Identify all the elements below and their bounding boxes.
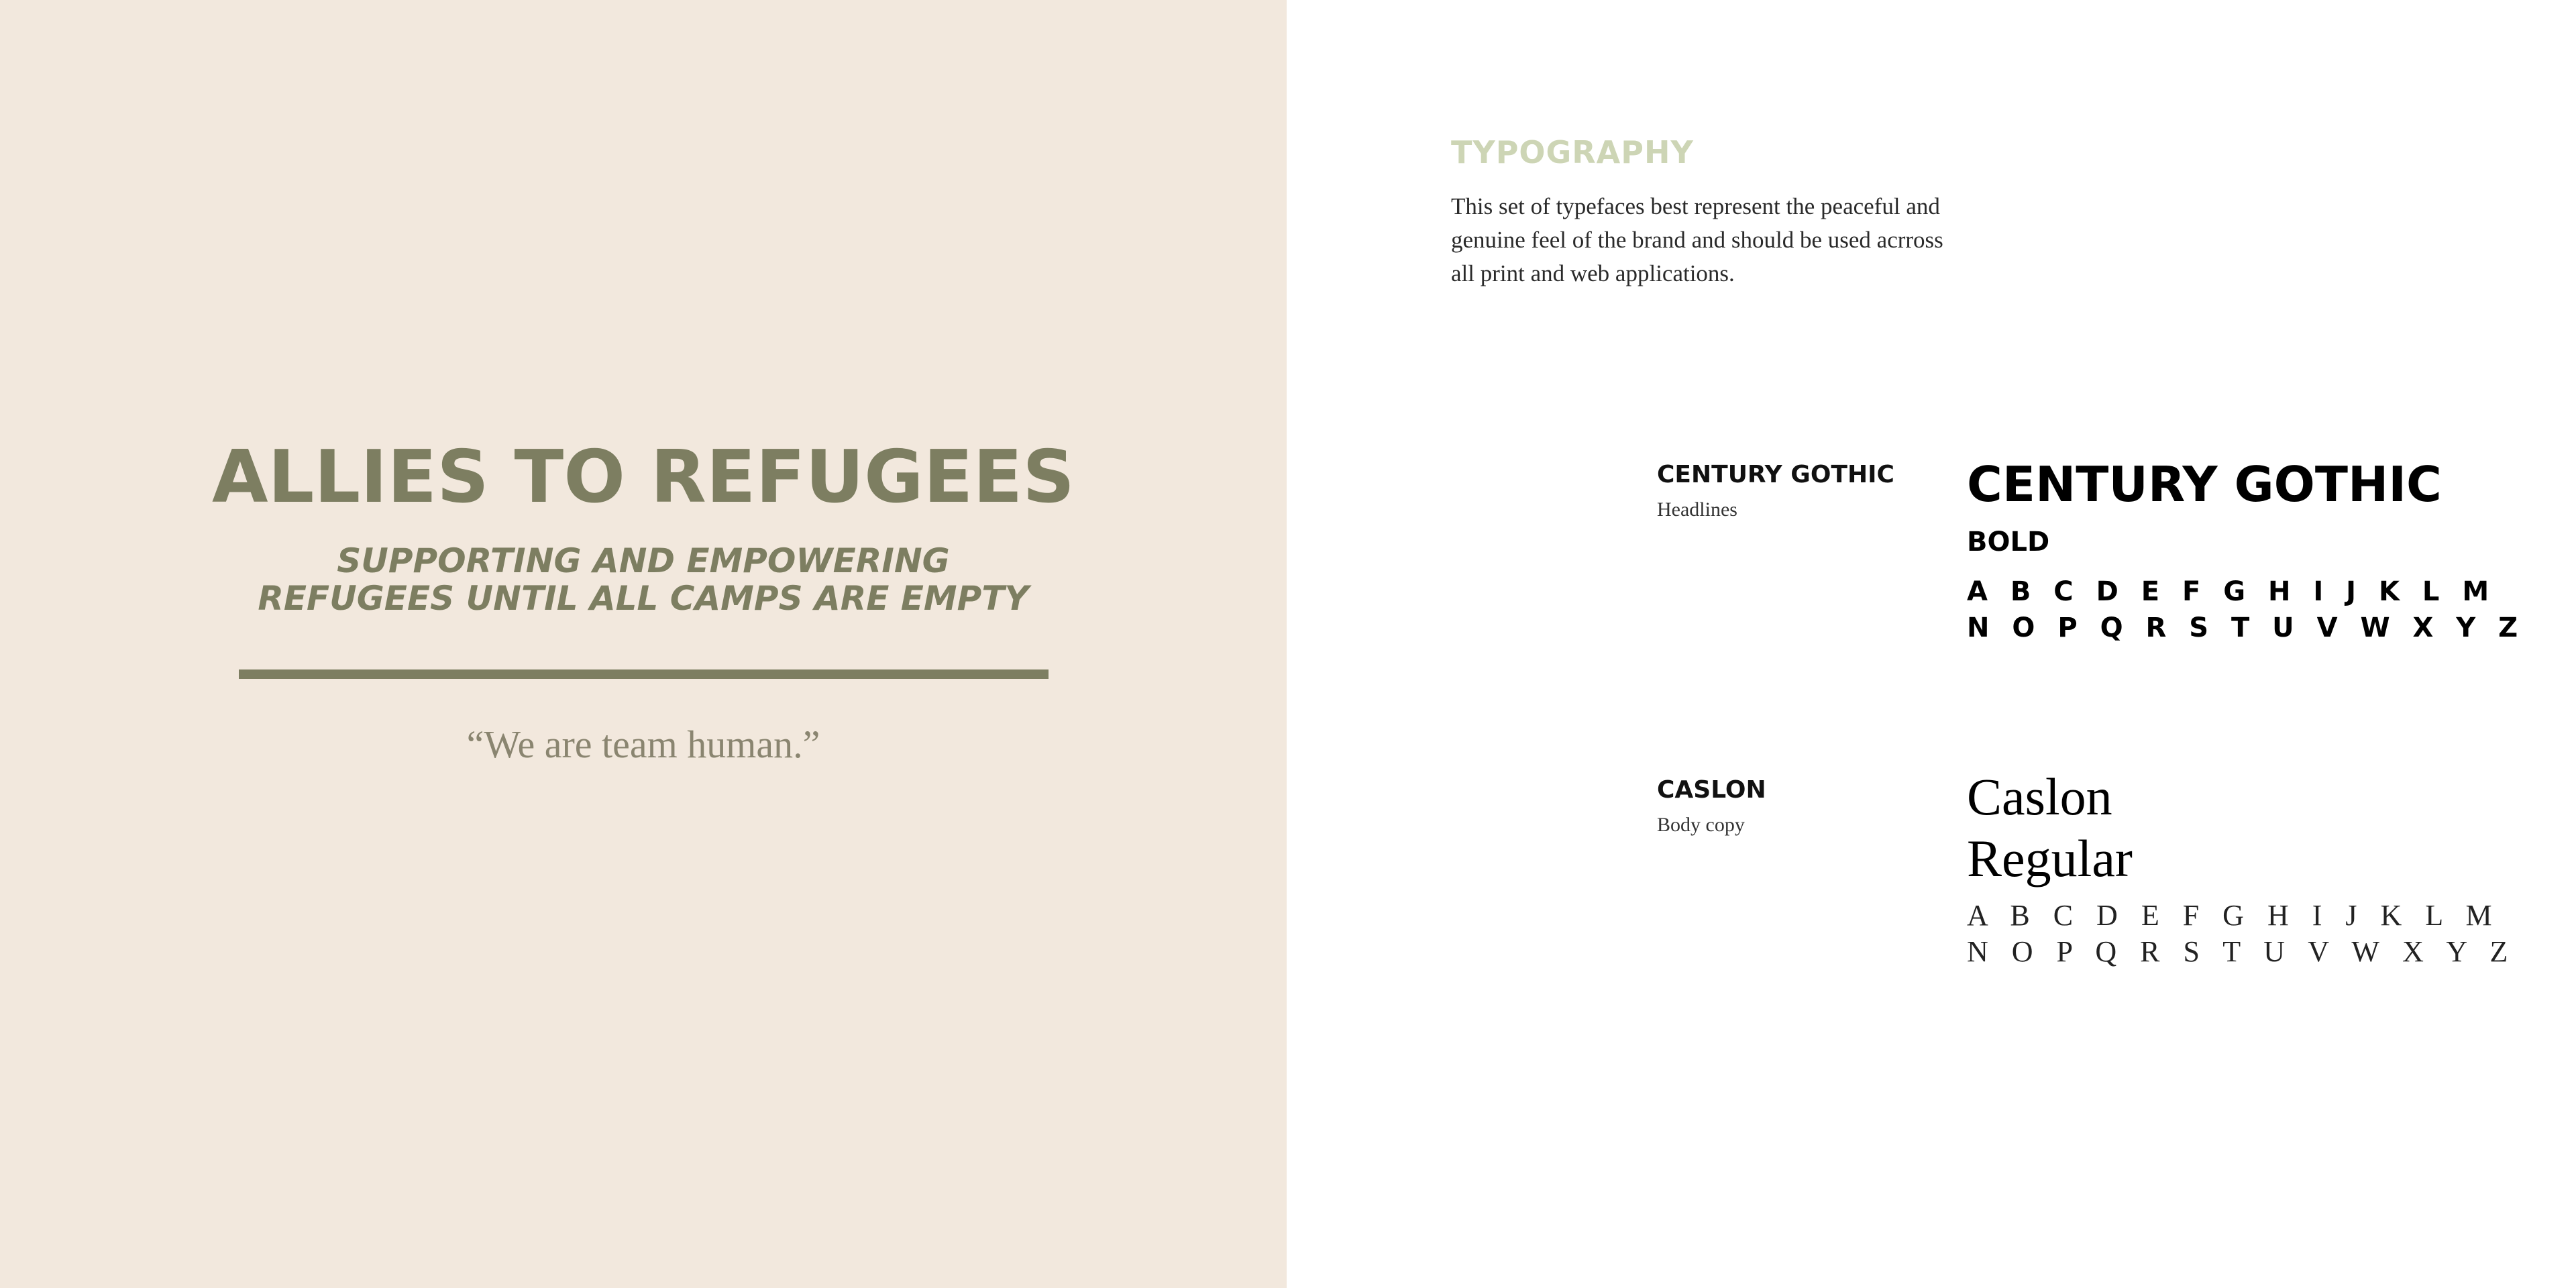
section-intro [1451,190,2028,290]
brand-tagline [0,542,1287,617]
intro-line: genuine feel of the brand and should be used acrross [1451,227,1943,253]
brand-title: ALLIES TO REFUGEES [211,435,1075,519]
alphabet-sample-sans [1967,574,2524,646]
divider-rule [239,669,1049,679]
intro-line: This set of typefaces best represent the peaceful and [1451,193,1940,219]
font-sample-caslon [1967,766,2133,890]
tagline-line: SUPPORTING AND EMPOWERING [337,541,950,580]
section-heading: TYPOGRAPHY [1451,134,1694,170]
alphabet-line: A B C D E F G H I J K L M [1967,576,2496,607]
font-sample-century-gothic: CENTURY GOTHIC [1967,456,2442,513]
font-usage-body-copy: Body copy [1657,814,1745,836]
font-sample-line: Caslon [1967,767,2112,826]
alphabet-line: N O P Q R S T U V W X Y Z [1967,935,2516,968]
tagline-line: REFUGEES UNTIL ALL CAMPS ARE EMPTY [258,579,1029,618]
font-sample-line: Regular [1967,829,2133,888]
alphabet-sample-serif [1967,898,2516,970]
font-sample-weight: BOLD [1967,527,2050,557]
alphabet-line: A B C D E F G H I J K L M [1967,899,2500,932]
font-name-century-gothic: CENTURY GOTHIC [1657,461,1894,488]
font-usage-headlines: Headlines [1657,498,1737,521]
brand-quote: “We are team human.” [466,722,820,766]
intro-line: all print and web applications. [1451,260,1735,286]
font-name-caslon: CASLON [1657,776,1766,804]
left-page-cover [0,0,1287,1288]
alphabet-line: N O P Q R S T U V W X Y Z [1967,612,2525,643]
